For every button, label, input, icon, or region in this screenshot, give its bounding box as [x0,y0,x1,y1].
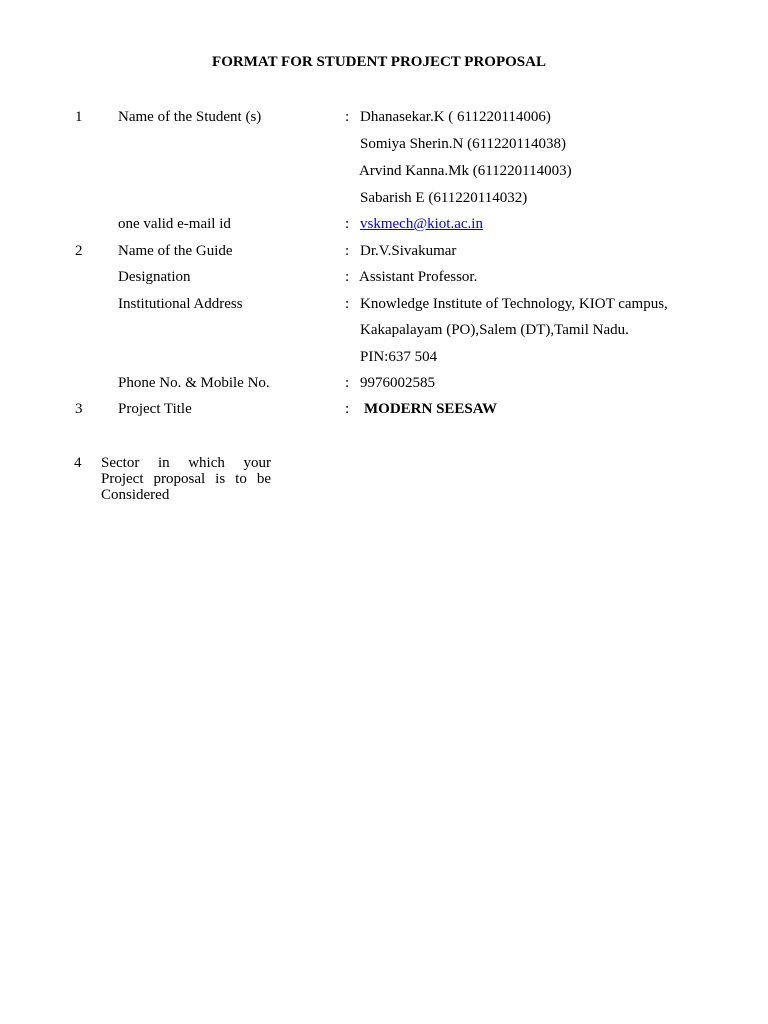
project-title-colon: : [345,401,350,417]
item-2-number: 2 [75,243,83,259]
project-title-label: Project Title [118,401,192,417]
item-1-number: 1 [75,109,83,125]
page-title: FORMAT FOR STUDENT PROJECT PROPOSAL [212,54,546,70]
student-name-label: Name of the Student (s) [118,109,262,125]
designation-value: Assistant Professor. [359,269,478,285]
student-name-1: Dhanasekar.K ( 611220114006) [360,109,551,125]
sector-label: Sector in which your Project proposal is to be Considered [101,455,271,503]
guide-name-label: Name of the Guide [118,243,233,259]
address-line-2: Kakapalayam (PO),Salem (DT),Tamil Nadu. [360,322,629,338]
phone-colon: : [345,375,350,391]
item-4-number: 4 [74,455,82,471]
address-colon: : [345,296,350,312]
email-colon: : [345,216,350,232]
address-line-3: PIN:637 504 [360,349,438,365]
guide-name-colon: : [345,243,350,259]
student-name-colon: : [345,109,350,125]
address-line-1: Knowledge Institute of Technology, KIOT campus, [360,296,668,312]
student-name-3: Arvind Kanna.Mk (611220114003) [359,163,572,179]
email-link[interactable]: vskmech@kiot.ac.in [360,216,483,232]
student-name-4: Sabarish E (611220114032) [360,190,528,206]
phone-label: Phone No. & Mobile No. [118,375,270,391]
email-label: one valid e-mail id [118,216,231,232]
phone-value: 9976002585 [360,375,435,391]
designation-colon: : [345,269,350,285]
item-3-number: 3 [75,401,83,417]
guide-name-value: Dr.V.Sivakumar [360,243,457,259]
designation-label: Designation [118,269,191,285]
student-name-2: Somiya Sherin.N (611220114038) [360,136,566,152]
project-title-value: MODERN SEESAW [364,401,497,417]
address-label: Institutional Address [118,296,243,312]
